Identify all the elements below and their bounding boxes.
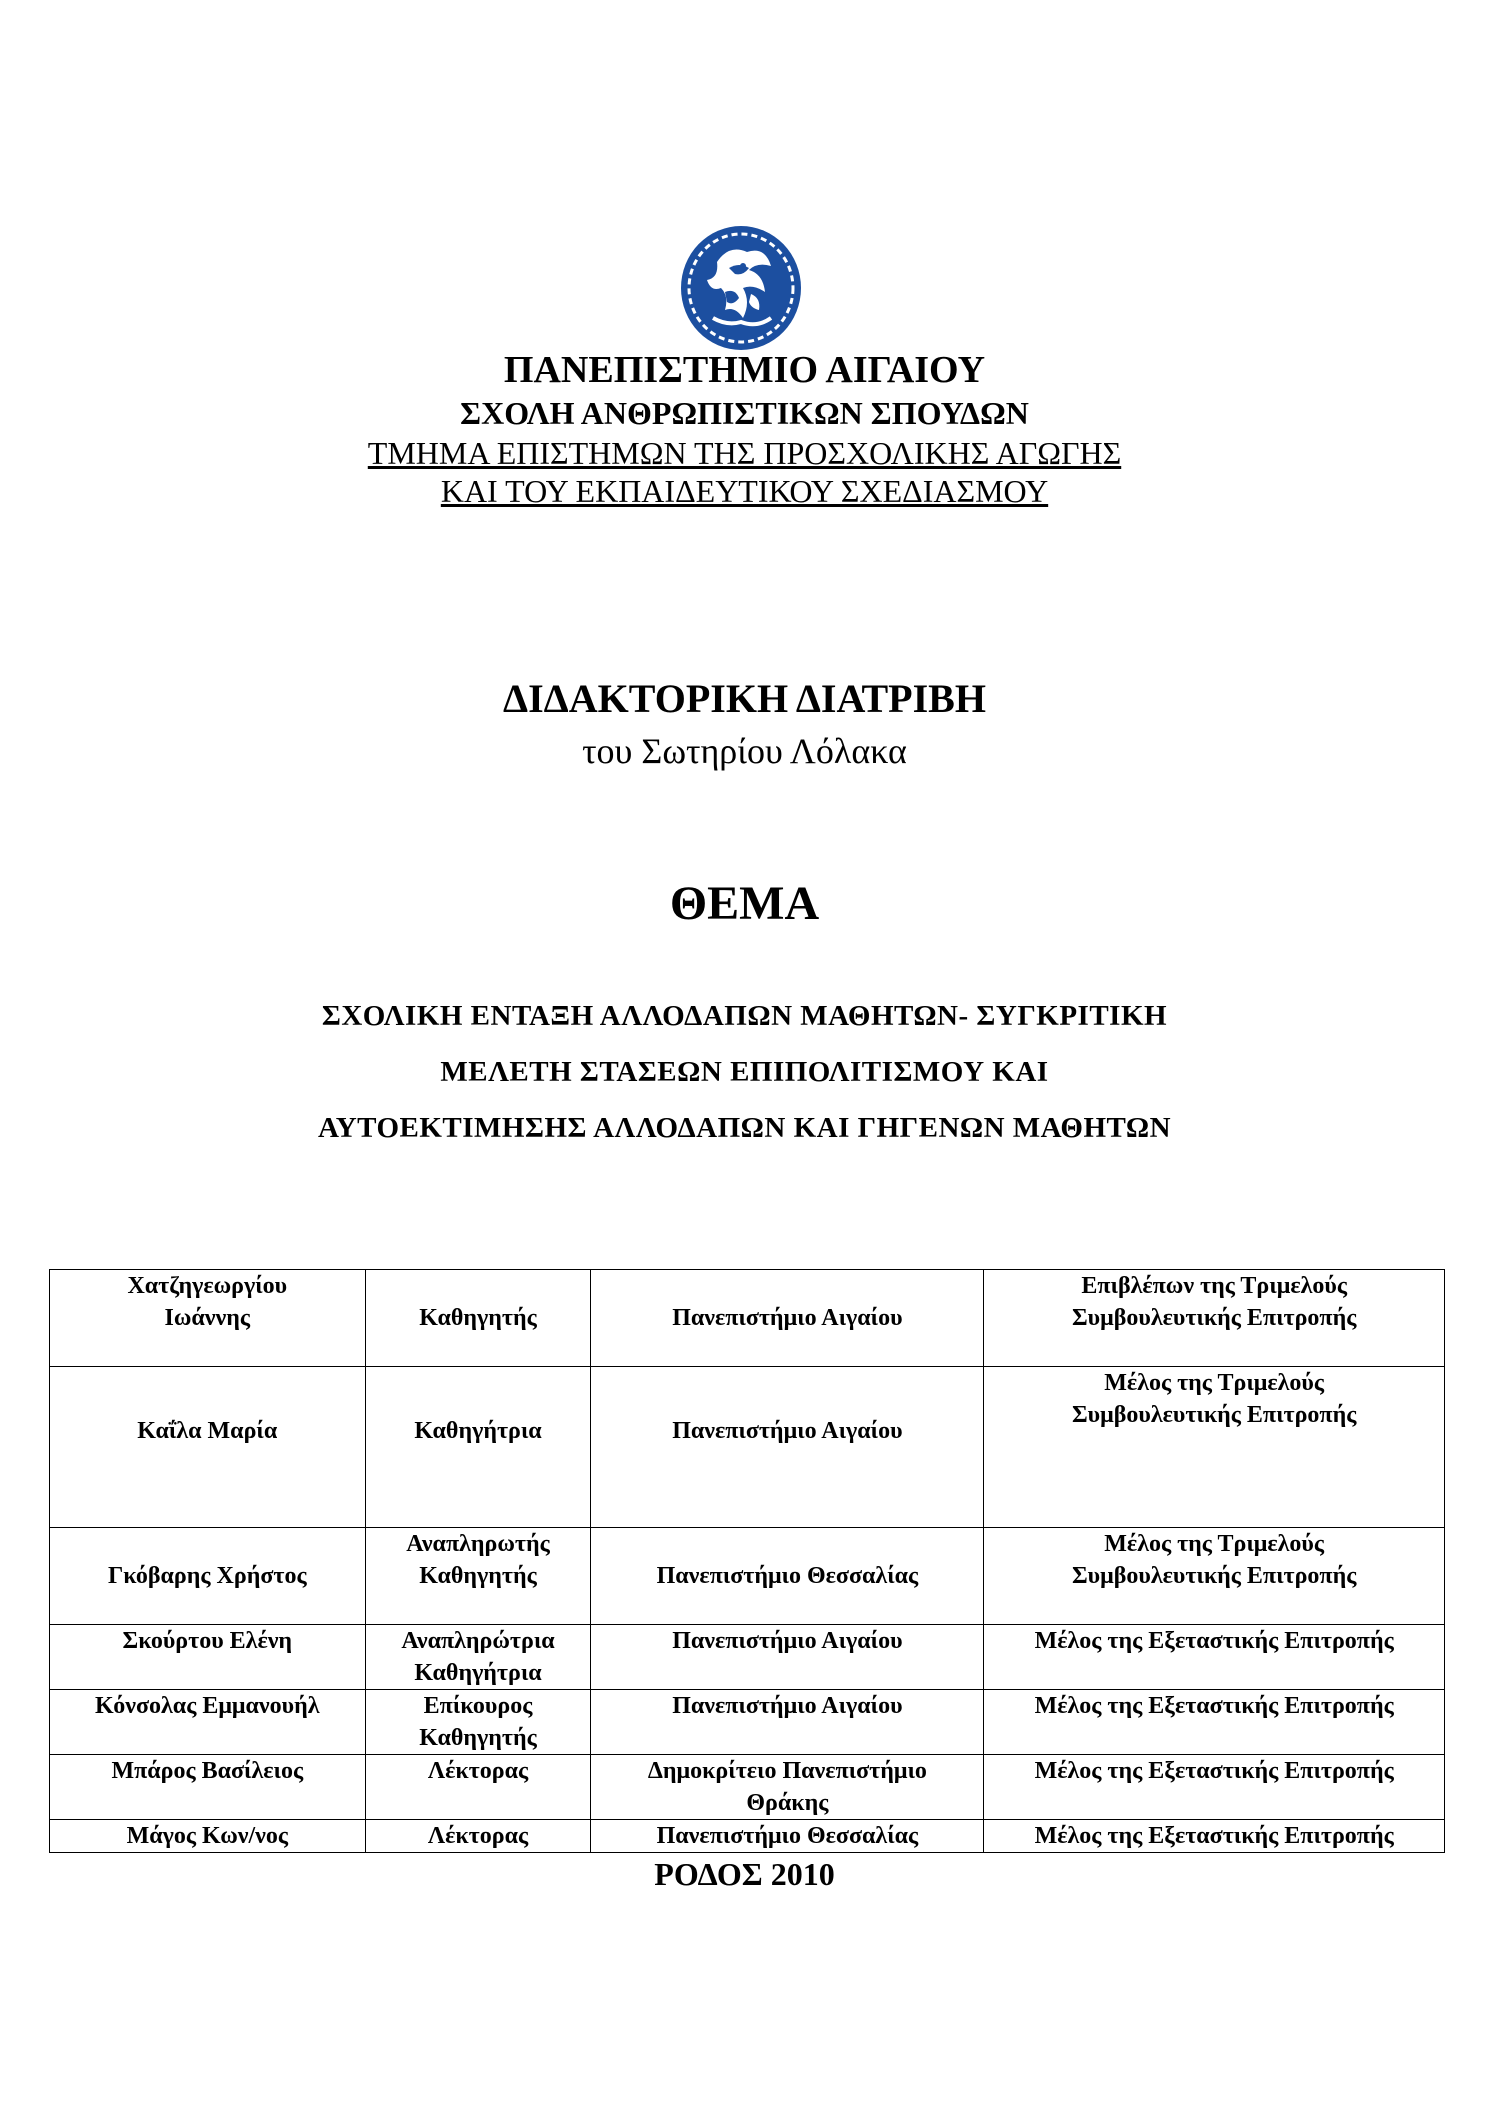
table-row [50, 1755, 1445, 1820]
member-rank: Επίκουρος Καθηγητής [365, 1690, 591, 1755]
member-role: Μέλος της Εξεταστικής Επιτροπής [984, 1690, 1445, 1755]
member-role: Μέλος της Εξεταστικής Επιτροπής [984, 1820, 1445, 1853]
member-institution: Πανεπιστήμιο Αιγαίου [591, 1690, 984, 1755]
theme-heading: ΘΕΜΑ [669, 877, 820, 930]
member-rank: Λέκτορας [365, 1755, 591, 1820]
member-role: Μέλος της Εξεταστικής Επιτροπής [984, 1625, 1445, 1690]
member-name: Σκούρτου Ελένη [50, 1625, 366, 1690]
school-name: ΣΧΟΛΗ ΑΝΘΡΩΠΙΣΤΙΚΩΝ ΣΠΟΥΔΩΝ [460, 395, 1029, 431]
member-institution: Πανεπιστήμιο Θεσσαλίας [591, 1528, 984, 1625]
topic-line-3: ΑΥΤΟΕΚΤΙΜΗΣΗΣ ΑΛΛΟΔΑΠΩΝ ΚΑΙ ΓΗΓΕΝΩΝ ΜΑΘΗΤΩΝ [317, 1112, 1172, 1144]
university-name: ΠΑΝΕΠΙΣΤΗΜΙΟ ΑΙΓΑΙΟΥ [503, 349, 986, 391]
topic-line-2: ΜΕΛΕΤΗ ΣΤΑΣΕΩΝ ΕΠΙΠΟΛΙΤΙΣΜΟΥ ΚΑΙ [440, 1056, 1049, 1088]
member-name: Γκόβαρης Χρήστος [50, 1528, 366, 1625]
member-institution: Πανεπιστήμιο Αιγαίου [591, 1367, 984, 1528]
member-institution: Πανεπιστήμιο Αιγαίου [591, 1625, 984, 1690]
member-name: Μπάρος Βασίλειος [50, 1755, 366, 1820]
member-rank: Καθηγήτρια [365, 1367, 591, 1528]
thesis-author: του Σωτηρίου Λόλακα [582, 731, 907, 771]
member-role: Μέλος της Εξεταστικής Επιτροπής [984, 1755, 1445, 1820]
member-name: Κόνσολας Εμμανουήλ [50, 1690, 366, 1755]
member-institution: Πανεπιστήμιο Αιγαίου [591, 1270, 984, 1367]
table-row [50, 1367, 1445, 1528]
place-year: ΡΟΔΟΣ 2010 [654, 1856, 835, 1892]
table-row [50, 1625, 1445, 1690]
thesis-topic [0, 988, 1489, 1156]
member-role: Επιβλέπων της Τριμελούς Συμβουλευτικής Επιτροπής [984, 1270, 1445, 1367]
member-role: Μέλος της Τριμελούς Συμβουλευτικής Επιτροπής [984, 1367, 1445, 1528]
department-line-1: ΤΜΗΜΑ ΕΠΙΣΤΗΜΩΝ ΤΗΣ ΠΡΟΣΧΟΛΙΚΗΣ ΑΓΩΓΗΣ [367, 435, 1122, 471]
member-rank: Αναπληρώτρια Καθηγήτρια [365, 1625, 591, 1690]
committee-table [49, 1269, 1445, 1853]
member-institution: Πανεπιστήμιο Θεσσαλίας [591, 1820, 984, 1853]
table-row [50, 1820, 1445, 1853]
member-role: Μέλος της Τριμελούς Συμβουλευτικής Επιτροπής [984, 1528, 1445, 1625]
table-row [50, 1270, 1445, 1367]
member-institution: Δημοκρίτειο Πανεπιστήμιο Θράκης [591, 1755, 984, 1820]
topic-line-1: ΣΧΟΛΙΚΗ ΕΝΤΑΞΗ ΑΛΛΟΔΑΠΩΝ ΜΑΘΗΤΩΝ- ΣΥΓΚΡΙΤΙΚΗ [321, 1000, 1168, 1032]
member-rank: Λέκτορας [365, 1820, 591, 1853]
thesis-type: ΔΙΔΑΚΤΟΡΙΚΗ ΔΙΑΤΡΙΒΗ [503, 676, 986, 721]
member-name: Χατζηγεωργίου Ιωάννης [50, 1270, 366, 1367]
table-row [50, 1690, 1445, 1755]
member-rank: Αναπληρωτής Καθηγητής [365, 1528, 591, 1625]
member-name: Καΐλα Μαρία [50, 1367, 366, 1528]
member-name: Μάγος Κων/νος [50, 1820, 366, 1853]
department-name [0, 434, 1489, 510]
department-line-2: ΚΑΙ ΤΟΥ ΕΚΠΑΙΔΕΥΤΙΚΟΥ ΣΧΕΔΙΑΣΜΟΥ [440, 473, 1049, 509]
university-seal-icon [677, 222, 805, 354]
member-rank: Καθηγητής [365, 1270, 591, 1367]
table-row [50, 1528, 1445, 1625]
